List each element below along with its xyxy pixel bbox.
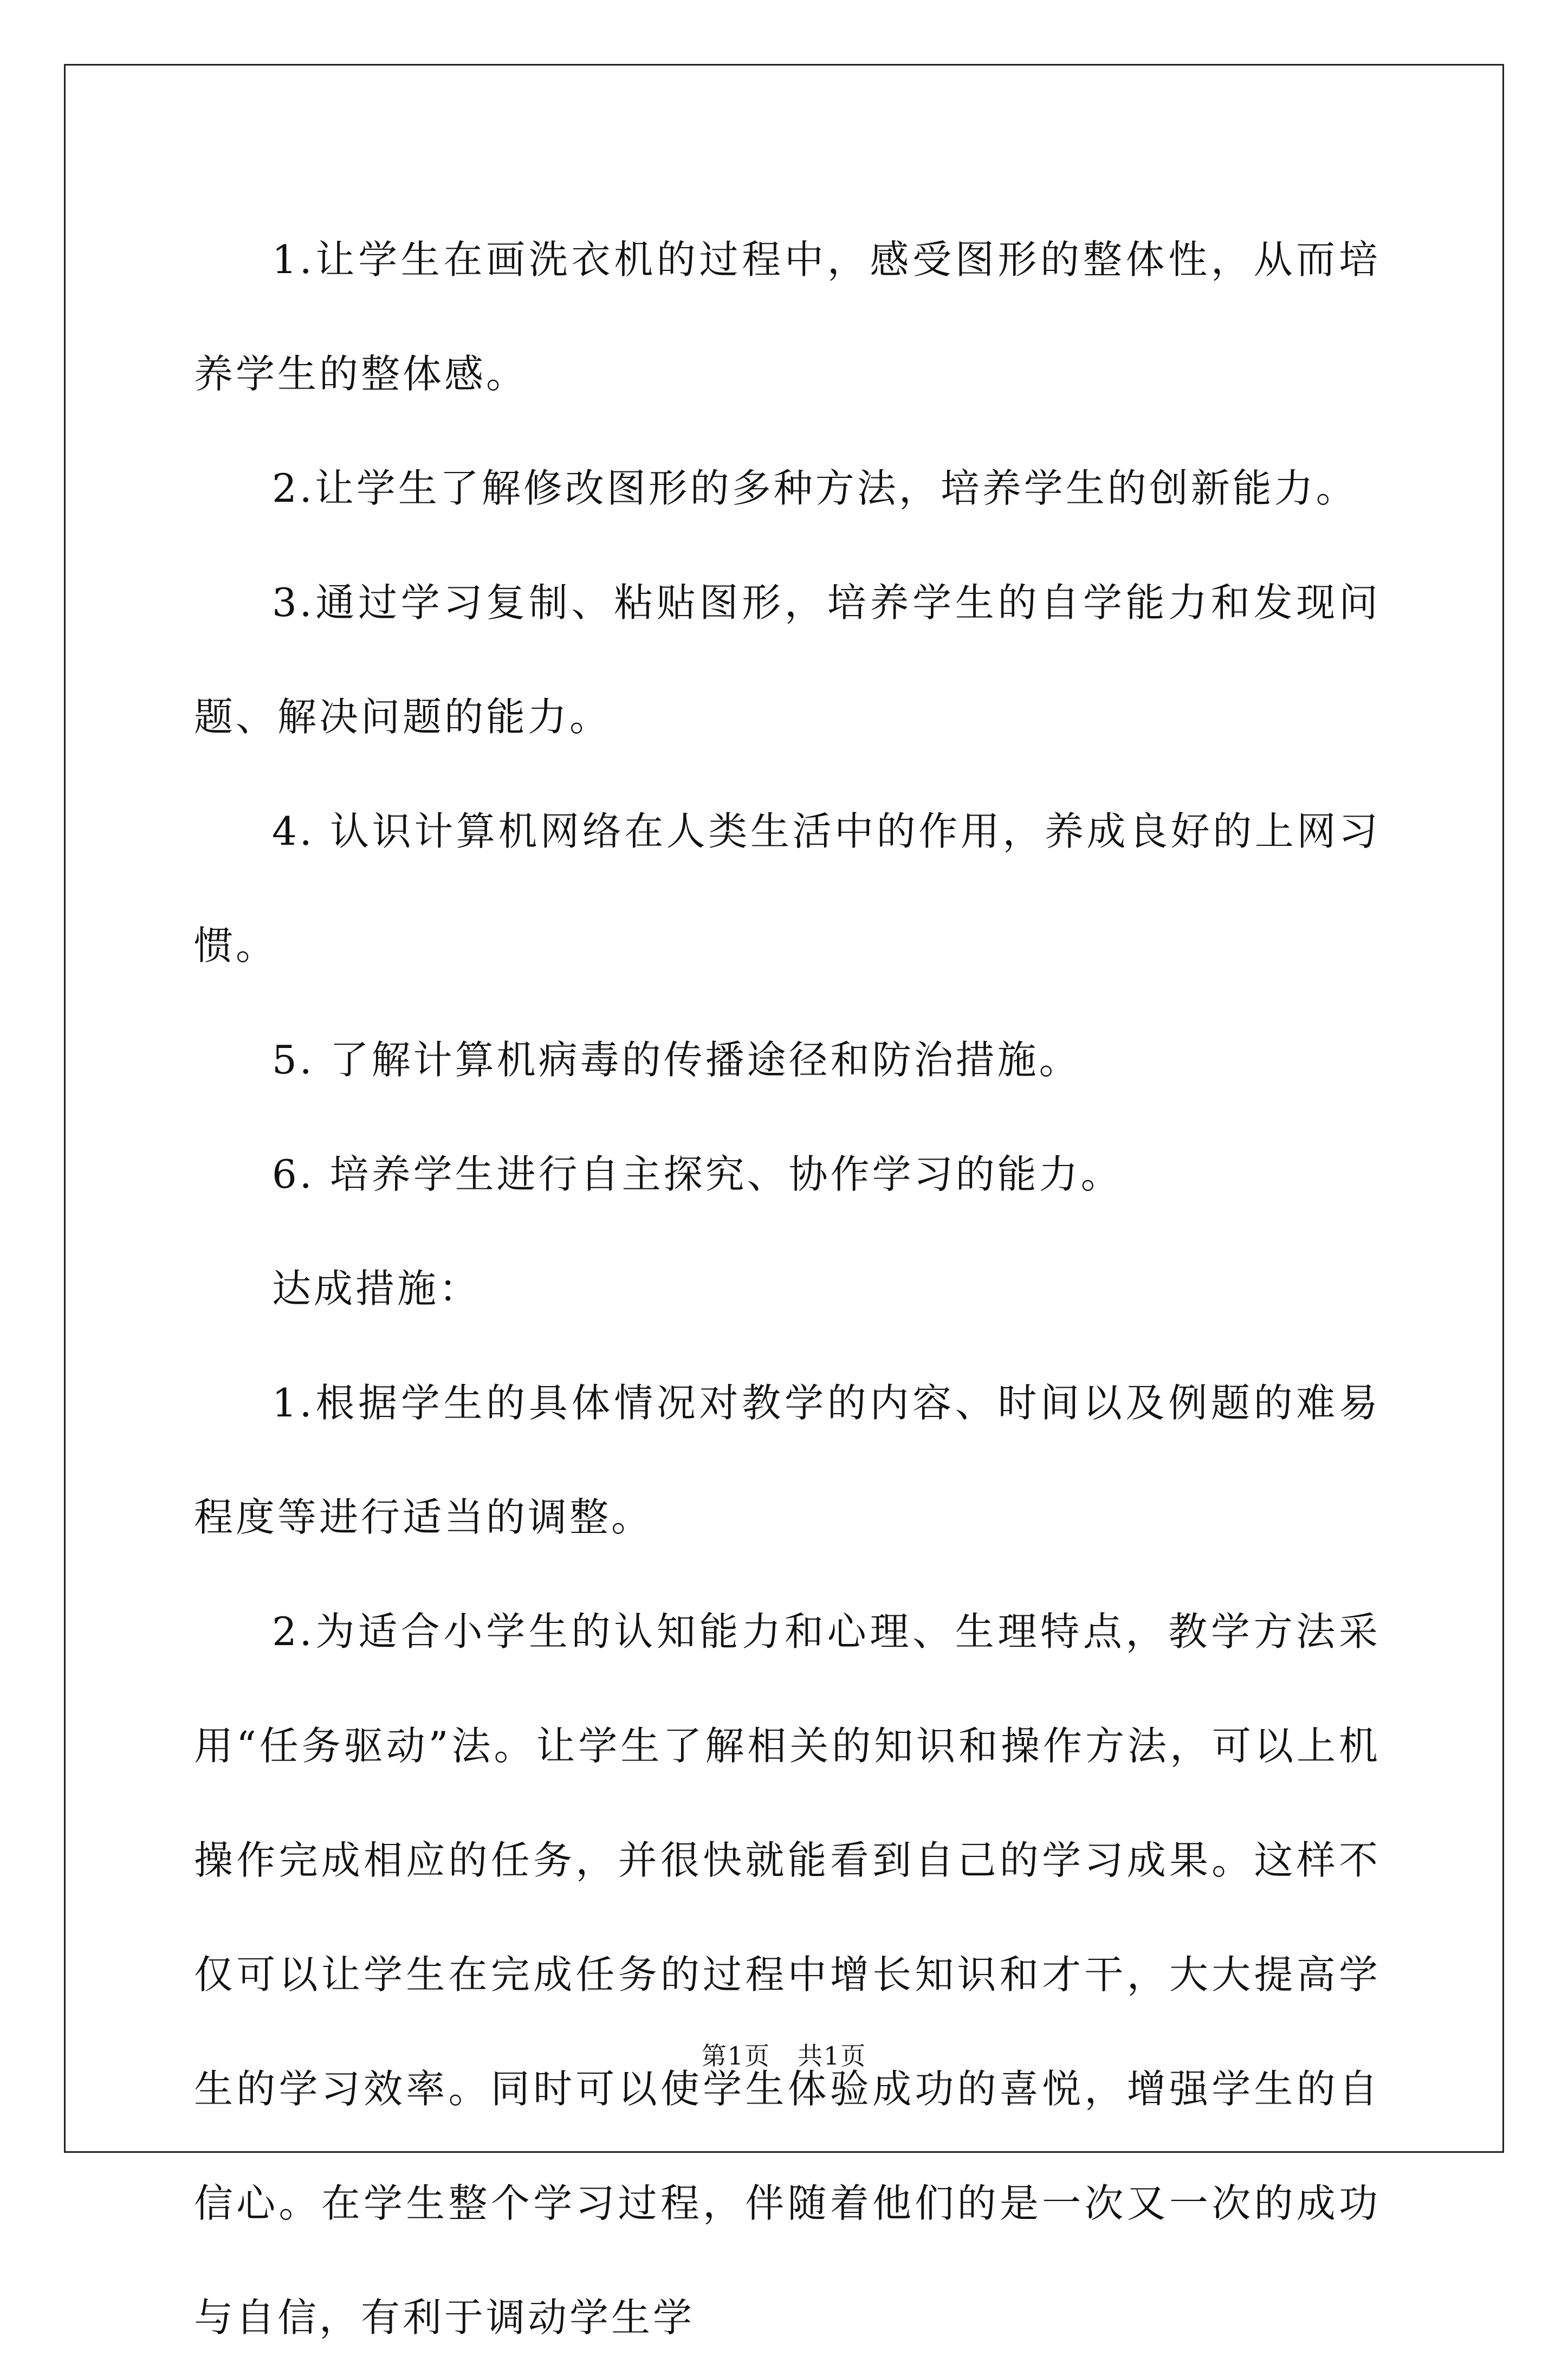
page-number: 第1页 [701,2041,770,2070]
paragraph-measure-2: 2.为适合小学生的认知能力和心理、生理特点，教学方法采用“任务驱动”法。让学生了解相关的知识和操作方法，可以上机操作完成相应的任务，并很快就能看到自己的学习成果。这样不仅可以让学生在完成任务的过程中增长知识和才干，大大提高学生的学习效率。同时可以使学生体验成功的喜悦，增强学生的自信心。在学生整个学习过程，伴随着他们的是一次又一次的成功与自信，有利于调动学生学 [194,1609,1381,2340]
paragraph-objective-5: 5. 了解计算机病毒的传播途径和防治措施。 [272,1037,1081,1083]
paragraph-objective-4: 4. 认识计算机网络在人类生活中的作用，养成良好的上网习惯。 [194,808,1381,968]
paragraph-measure-1: 1.根据学生的具体情况对教学的内容、时间以及例题的难易程度等进行适当的调整。 [194,1380,1381,1540]
section-heading-measures: 达成措施： [272,1266,481,1311]
paragraph-objective-1: 1.让学生在画洗衣机的过程中，感受图形的整体性，从而培养学生的整体感。 [194,237,1381,397]
page-footer [0,2036,1568,2072]
paragraph-objective-3: 3.通过学习复制、粘贴图形，培养学生的自学能力和发现问题、解决问题的能力。 [194,580,1381,740]
page-total: 共1页 [798,2041,867,2070]
paragraph-objective-6: 6. 培养学生进行自主探究、协作学习的能力。 [272,1151,1123,1197]
paragraph-objective-2: 2.让学生了解修改图形的多种方法，培养学生的创新能力。 [272,465,1358,511]
